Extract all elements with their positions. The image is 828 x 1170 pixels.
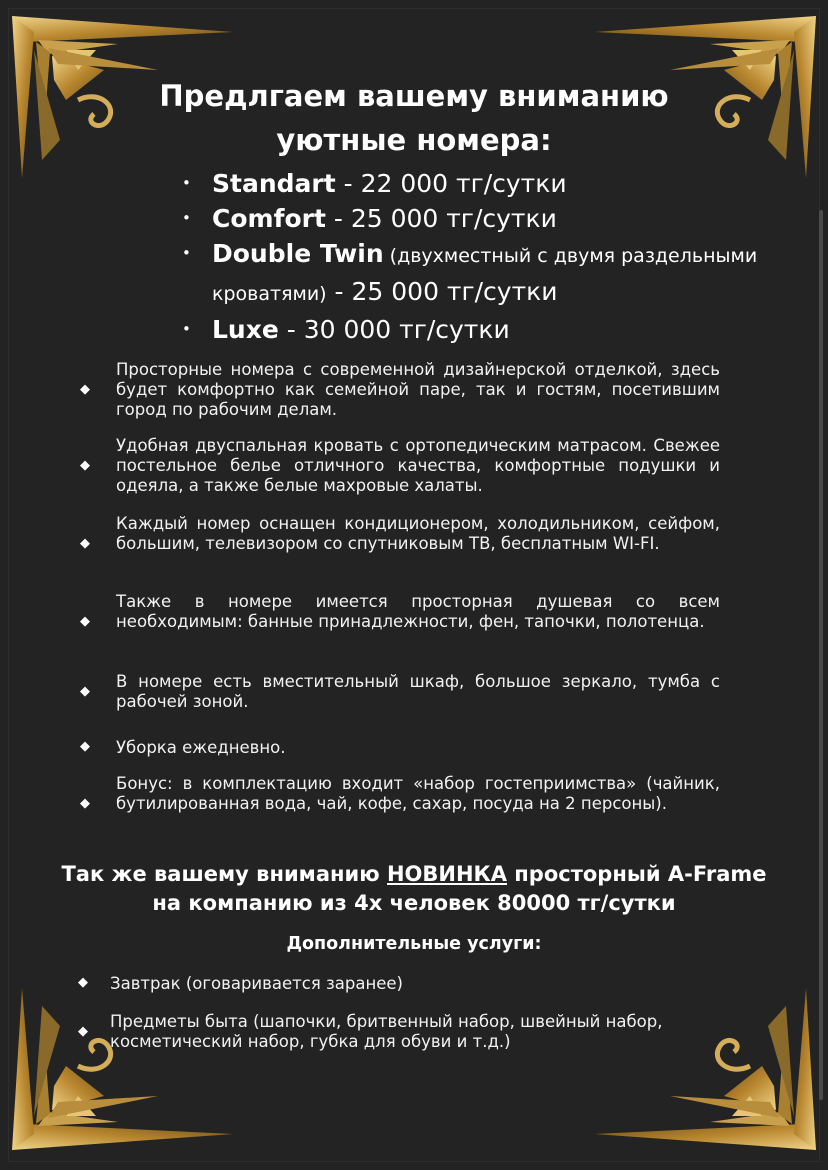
bullet-dot-icon: •: [182, 244, 191, 262]
room-detail: (двухместный с двумя раздельными кроватями): [212, 245, 758, 305]
diamond-bullet-icon: ◆: [80, 796, 90, 811]
room-price: - 25 000 тг/сутки: [325, 204, 557, 233]
feature-text: В номере есть вместительный шкаф, большое зеркало, тумба с рабочей зоной.: [116, 672, 720, 711]
scrollbar[interactable]: [819, 210, 823, 1100]
room-item-comfort: [180, 201, 780, 236]
feature-text: Просторные номера с современной дизайнерской отделкой, здесь будет комфортно как семейной паре, так и гостям, посетившим город по рабочим делам.: [116, 360, 720, 419]
novelty-text-after: просторный A-Frame на компанию из 4х человек 80000 тг/сутки: [152, 862, 767, 915]
diamond-bullet-icon: ◆: [78, 975, 88, 990]
bullet-dot-icon: •: [182, 174, 191, 192]
novelty-text-before: Так же вашему вниманию: [61, 862, 387, 886]
diamond-bullet-icon: ◆: [78, 1024, 88, 1039]
bullet-dot-icon: •: [182, 320, 191, 338]
extra-text: Предметы быта (шапочки, бритвенный набор, швейный набор, косметический набор, губка для обуви и т.д.): [110, 1012, 663, 1051]
title-line-2: уютные номера:: [276, 123, 552, 157]
room-name: Luxe: [212, 315, 279, 344]
room-item-double-twin: [180, 236, 780, 312]
title-line-1: Предлгаем вашему вниманию: [159, 79, 669, 113]
feature-text: Также в номере имеется просторная душевая со всем необходимым: банные принадлежности, фен, тапочки, полотенца.: [116, 592, 720, 631]
diamond-bullet-icon: ◆: [80, 614, 90, 629]
novelty-announcement: [60, 860, 768, 918]
room-price: - 22 000 тг/сутки: [335, 169, 567, 198]
room-name: Double Twin: [212, 239, 384, 268]
feature-text: Каждый номер оснащен кондиционером, холодильником, сейфом, большим, телевизором со спутниковым ТВ, бесплатным WI-FI.: [116, 514, 720, 553]
room-item-luxe: [180, 312, 780, 347]
room-name: Standart: [212, 169, 336, 198]
novelty-highlight: НОВИНКА: [386, 862, 507, 886]
page-title: [120, 74, 708, 162]
diamond-bullet-icon: ◆: [80, 458, 90, 473]
diamond-bullet-icon: ◆: [80, 684, 90, 699]
diamond-bullet-icon: ◆: [80, 739, 90, 754]
room-price: - 25 000 тг/сутки: [326, 277, 558, 306]
room-price: - 30 000 тг/сутки: [278, 315, 510, 344]
diamond-bullet-icon: ◆: [80, 536, 90, 551]
feature-text: Уборка ежедневно.: [116, 738, 286, 757]
room-item-standart: [180, 166, 780, 201]
bullet-dot-icon: •: [182, 209, 191, 227]
room-list: [180, 166, 780, 347]
room-name: Comfort: [212, 204, 326, 233]
feature-text: Бонус: в комплектацию входит «набор гостеприимства» (чайник, бутилированная вода, чай, кофе, сахар, посуда на 2 персоны).: [116, 774, 720, 813]
feature-text: Удобная двуспальная кровать с ортопедическим матрасом. Свежее постельное белье отличного качества, комфортные подушки и одеяла, а также белые махровые халаты.: [116, 436, 720, 495]
extra-text: Завтрак (оговаривается заранее): [110, 974, 403, 993]
extras-heading: Дополнительные услуги:: [286, 934, 542, 954]
diamond-bullet-icon: ◆: [80, 382, 90, 397]
